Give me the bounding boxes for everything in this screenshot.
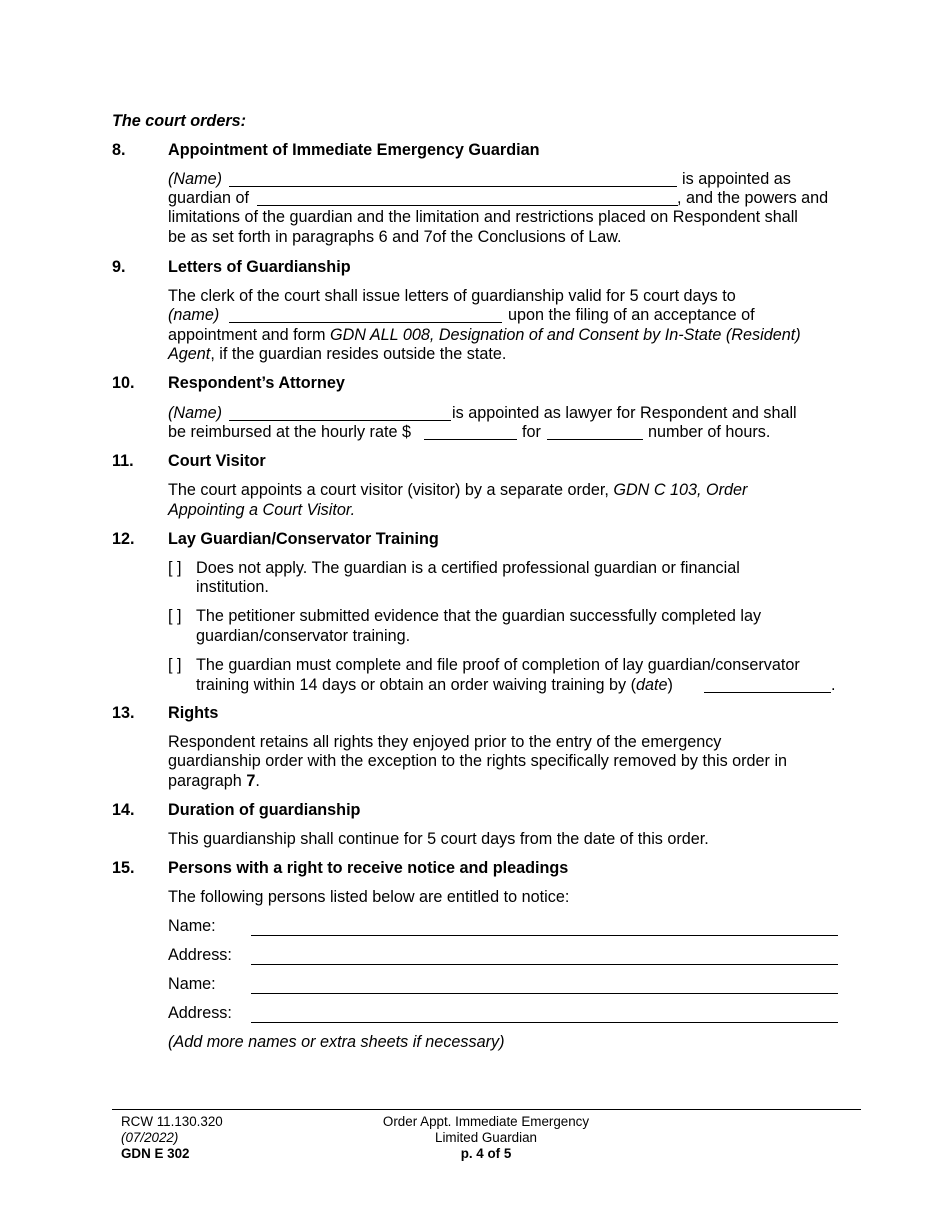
section-9-form-reference: GDN ALL 008, Designation of and Consent by In-State (Resident) (329, 326, 801, 344)
section-9-text-1: The clerk of the court shall issue letters of guardianship valid for 5 court days to (168, 287, 736, 305)
option-2-checkbox[interactable]: [ ] (168, 607, 182, 625)
footer-page-number: p. 4 of 5 (460, 1146, 512, 1161)
notice-address-line-2[interactable] (251, 1022, 838, 1023)
footer-divider (112, 1109, 861, 1110)
section-9-text-4: , if the guardian resides outside the state. (210, 345, 507, 363)
section-9-number: 9. (112, 258, 126, 276)
section-8-text-2: guardian of (168, 189, 250, 207)
section-10-text-2: be reimbursed at the hourly rate $ (168, 423, 411, 441)
option-1-checkbox[interactable]: [ ] (168, 559, 182, 577)
notice-name-line-1[interactable] (251, 935, 838, 936)
section-8-text-4: limitations of the guardian and the limitation and restrictions placed on Respondent shall (168, 208, 798, 226)
section-8-number: 8. (112, 141, 126, 159)
notice-address-line-1[interactable] (251, 964, 838, 965)
section-10-text-4: number of hours. (648, 423, 771, 441)
section-9-name-label: (name) (168, 306, 220, 324)
section-8-title: Appointment of Immediate Emergency Guardian (168, 141, 540, 159)
notice-name-label-1: Name: (168, 917, 216, 935)
section-13-text-1: Respondent retains all rights they enjoyed prior to the entry of the emergency (168, 733, 722, 751)
section-11-number: 11. (112, 452, 134, 470)
section-15-title: Persons with a right to receive notice and pleadings (168, 859, 569, 877)
section-11-text-1: The court appoints a court visitor (visitor) by a separate order, (168, 481, 614, 499)
section-11-form-reference: GDN C 103, Order (613, 481, 748, 499)
notice-name-line-2[interactable] (251, 993, 838, 994)
section-13-period: . (255, 772, 260, 790)
section-11-title: Court Visitor (168, 452, 266, 470)
option-3-date-label: date (636, 676, 668, 694)
option-3-paren: ) (667, 676, 673, 694)
footer-form-number: GDN E 302 (121, 1146, 190, 1161)
section-13-number: 13. (112, 704, 135, 722)
training-date-line[interactable] (704, 692, 831, 693)
section-10-text-1: is appointed as lawyer for Respondent and shall (452, 404, 797, 422)
section-14-number: 14. (112, 801, 135, 819)
section-12-number: 12. (112, 530, 135, 548)
option-2-text-b: guardian/conservator training. (196, 627, 411, 645)
footer-date: (07/2022) (121, 1130, 179, 1145)
section-15-text-1: The following persons listed below are entitled to notice: (168, 888, 570, 906)
attorney-name-line[interactable] (229, 420, 451, 421)
section-9-title: Letters of Guardianship (168, 258, 351, 276)
section-15-note: (Add more names or extra sheets if necessary) (168, 1033, 505, 1051)
section-10-number: 10. (112, 374, 135, 392)
section-10-text-3: for (522, 423, 541, 441)
letters-name-line[interactable] (229, 322, 502, 323)
footer-rcw: RCW 11.130.320 (121, 1114, 223, 1129)
notice-name-label-2: Name: (168, 975, 216, 993)
option-1-text-b: institution. (196, 578, 269, 596)
section-8-text-5: be as set forth in paragraphs 6 and 7of the Conclusions of Law. (168, 228, 622, 246)
footer-title-1: Order Appt. Immediate Emergency (382, 1114, 590, 1129)
section-11-text-2: Appointing a Court Visitor. (168, 501, 356, 519)
section-8-text-3: , and the powers and (677, 189, 829, 207)
option-3-text-a: The guardian must complete and file proof of completion of lay guardian/conservator (196, 656, 800, 674)
section-14-text-1: This guardianship shall continue for 5 court days from the date of this order. (168, 830, 709, 848)
section-15-number: 15. (112, 859, 135, 877)
section-9-agent: Agent (168, 345, 211, 363)
notice-address-label-2: Address: (168, 1004, 232, 1022)
section-12-title: Lay Guardian/Conservator Training (168, 530, 439, 548)
footer-title-2: Limited Guardian (435, 1130, 537, 1145)
section-10-name-label: (Name) (168, 404, 222, 422)
section-13-paragraph-ref: 7 (246, 772, 256, 790)
option-3-checkbox[interactable]: [ ] (168, 656, 182, 674)
option-3-text-b: training within 14 days or obtain an order waiving training by ( (196, 676, 637, 694)
guardian-of-line[interactable] (257, 205, 678, 206)
option-2-text-a: The petitioner submitted evidence that the guardian successfully completed lay (196, 607, 762, 625)
option-1-text-a: Does not apply. The guardian is a certified professional guardian or financial (196, 559, 740, 577)
section-13-title: Rights (168, 704, 219, 722)
notice-address-label-1: Address: (168, 946, 232, 964)
hourly-rate-line[interactable] (424, 439, 517, 440)
section-14-title: Duration of guardianship (168, 801, 361, 819)
section-9-text-3a: appointment and form (168, 326, 330, 344)
section-8-text-1: is appointed as (682, 170, 791, 188)
intro-heading: The court orders: (112, 112, 247, 130)
section-13-text-3: paragraph (168, 772, 247, 790)
section-13-text-2: guardianship order with the exception to the rights specifically removed by this order in (168, 752, 788, 770)
section-8-name-label: (Name) (168, 170, 222, 188)
section-9-text-2: upon the filing of an acceptance of (508, 306, 755, 324)
option-3-period: . (831, 676, 836, 694)
guardian-name-line[interactable] (229, 186, 677, 187)
hours-line[interactable] (547, 439, 643, 440)
section-10-title: Respondent’s Attorney (168, 374, 345, 392)
